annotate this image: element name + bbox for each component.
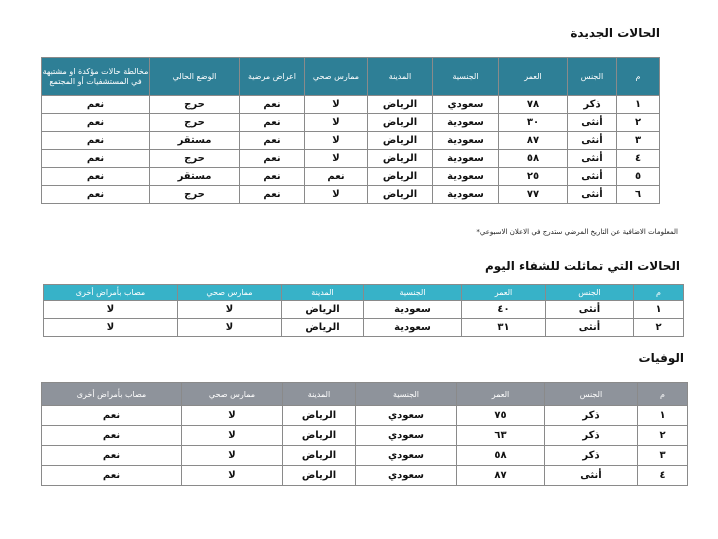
recovered-header-row <box>44 285 684 301</box>
cell: ٣٠ <box>499 114 568 132</box>
cell: الرياض <box>283 466 356 486</box>
table-row <box>42 150 660 168</box>
header-age: العمر <box>499 58 568 96</box>
cell: ٥٨ <box>499 150 568 168</box>
table-row <box>42 114 660 132</box>
cell: لا <box>182 466 283 486</box>
header-other-diseases: مصاب بأمراض أخرى <box>42 383 182 406</box>
cell: لا <box>182 406 283 426</box>
cell: سعودي <box>356 406 457 426</box>
cell: لا <box>182 426 283 446</box>
header-other-diseases: مصاب بأمراض أخرى <box>44 285 178 301</box>
header-index: م <box>634 285 684 301</box>
table-row <box>42 186 660 204</box>
header-index: م <box>617 58 660 96</box>
header-gender: الجنس <box>568 58 617 96</box>
header-nationality: الجنسية <box>356 383 457 406</box>
cell: حرج <box>150 150 240 168</box>
header-age: العمر <box>457 383 545 406</box>
cell: ٢ <box>617 114 660 132</box>
cell: ذكر <box>545 406 638 426</box>
header-index: م <box>638 383 688 406</box>
cell: ٤ <box>617 150 660 168</box>
cell: لا <box>305 114 368 132</box>
cell: أنثى <box>568 168 617 186</box>
new-cases-table <box>41 57 660 204</box>
cell: ٢٥ <box>499 168 568 186</box>
cell: الرياض <box>368 186 433 204</box>
cell: لا <box>178 301 282 319</box>
recovered-title: الحالات التي تماثلت للشفاء اليوم <box>484 259 680 273</box>
table-row <box>42 96 660 114</box>
cell: لا <box>178 319 282 337</box>
cell: أنثى <box>568 132 617 150</box>
cell: حرج <box>150 96 240 114</box>
cell: نعم <box>240 96 305 114</box>
cell: لا <box>305 186 368 204</box>
cell: نعم <box>42 168 150 186</box>
cell: أنثى <box>545 466 638 486</box>
header-city: المدينة <box>283 383 356 406</box>
header-health-worker: ممارس صحي <box>182 383 283 406</box>
cell: الرياض <box>368 114 433 132</box>
cell: لا <box>305 132 368 150</box>
cell: الرياض <box>283 446 356 466</box>
cell: ٧٨ <box>499 96 568 114</box>
table-row <box>42 168 660 186</box>
cell: نعم <box>240 150 305 168</box>
cell: نعم <box>240 132 305 150</box>
cell: نعم <box>42 446 182 466</box>
cell: أنثى <box>546 319 634 337</box>
cell: ٤٠ <box>462 301 546 319</box>
cell: ٨٧ <box>499 132 568 150</box>
cell: ١ <box>634 301 684 319</box>
cell: سعودي <box>433 96 499 114</box>
header-contact: مخالطة حالات مؤكدة او مشتبهة في المستشفيات أو المجتمع <box>42 58 150 96</box>
cell: سعودية <box>433 168 499 186</box>
cell: نعم <box>240 114 305 132</box>
cell: نعم <box>42 426 182 446</box>
header-health-worker: ممارس صحي <box>178 285 282 301</box>
cell: نعم <box>42 150 150 168</box>
cell: ٣ <box>617 132 660 150</box>
cell: ٥ <box>617 168 660 186</box>
cell: لا <box>305 96 368 114</box>
header-gender: الجنس <box>545 383 638 406</box>
header-gender: الجنس <box>546 285 634 301</box>
table-row <box>42 132 660 150</box>
cell: حرج <box>150 114 240 132</box>
cell: الرياض <box>283 406 356 426</box>
deaths-header-row <box>42 383 688 406</box>
cell: حرج <box>150 186 240 204</box>
cell: ذكر <box>545 426 638 446</box>
new-cases-header-row <box>42 58 660 96</box>
cell: ٥٨ <box>457 446 545 466</box>
cell: نعم <box>42 466 182 486</box>
cell: الرياض <box>368 150 433 168</box>
cell: نعم <box>240 186 305 204</box>
cell: ذكر <box>568 96 617 114</box>
cell: سعودية <box>433 132 499 150</box>
cell: نعم <box>42 406 182 426</box>
cell: ٦٣ <box>457 426 545 446</box>
cell: لا <box>44 319 178 337</box>
cell: ذكر <box>545 446 638 466</box>
cell: ٣١ <box>462 319 546 337</box>
cell: ٢ <box>638 426 688 446</box>
header-city: المدينة <box>282 285 364 301</box>
cell: لا <box>182 446 283 466</box>
cell: نعم <box>42 114 150 132</box>
cell: سعودية <box>364 319 462 337</box>
cell: سعودية <box>433 186 499 204</box>
recovered-table <box>43 284 684 337</box>
cell: سعودي <box>356 426 457 446</box>
cell: الرياض <box>282 301 364 319</box>
header-nationality: الجنسية <box>433 58 499 96</box>
table-row <box>42 426 688 446</box>
table-row <box>44 319 684 337</box>
cell: ١ <box>638 406 688 426</box>
cell: لا <box>305 150 368 168</box>
cell: أنثى <box>568 186 617 204</box>
cell: سعودي <box>356 466 457 486</box>
new-cases-title: الحالات الجديدة <box>570 26 660 40</box>
cell: نعم <box>240 168 305 186</box>
cell: سعودية <box>433 114 499 132</box>
cell: سعودي <box>356 446 457 466</box>
cell: الرياض <box>283 426 356 446</box>
cell: سعودية <box>364 301 462 319</box>
deaths-title: الوفيات <box>638 351 684 365</box>
cell: ٤ <box>638 466 688 486</box>
cell: نعم <box>42 186 150 204</box>
cell: أنثى <box>568 114 617 132</box>
cell: ٣ <box>638 446 688 466</box>
cell: مستقر <box>150 168 240 186</box>
header-city: المدينة <box>368 58 433 96</box>
deaths-table <box>41 382 688 486</box>
cell: ٢ <box>634 319 684 337</box>
cell: أنثى <box>546 301 634 319</box>
cell: الرياض <box>368 168 433 186</box>
header-current-status: الوضع الحالي <box>150 58 240 96</box>
header-nationality: الجنسية <box>364 285 462 301</box>
cell: ٦ <box>617 186 660 204</box>
table-row <box>42 466 688 486</box>
cell: ٨٧ <box>457 466 545 486</box>
cell: أنثى <box>568 150 617 168</box>
cell: لا <box>44 301 178 319</box>
footnote: المعلومات الاضافية عن التاريخ المرضي ستدرج في الاعلان الاسبوعي* <box>476 228 678 236</box>
header-symptoms: اعراض مرضية <box>240 58 305 96</box>
cell: الرياض <box>368 96 433 114</box>
cell: نعم <box>42 96 150 114</box>
table-row <box>42 446 688 466</box>
cell: ١ <box>617 96 660 114</box>
cell: الرياض <box>282 319 364 337</box>
cell: ٧٧ <box>499 186 568 204</box>
cell: مستقر <box>150 132 240 150</box>
cell: نعم <box>42 132 150 150</box>
cell: نعم <box>305 168 368 186</box>
table-row <box>44 301 684 319</box>
cell: سعودية <box>433 150 499 168</box>
table-row <box>42 406 688 426</box>
header-age: العمر <box>462 285 546 301</box>
header-health-worker: ممارس صحي <box>305 58 368 96</box>
cell: ٧٥ <box>457 406 545 426</box>
cell: الرياض <box>368 132 433 150</box>
